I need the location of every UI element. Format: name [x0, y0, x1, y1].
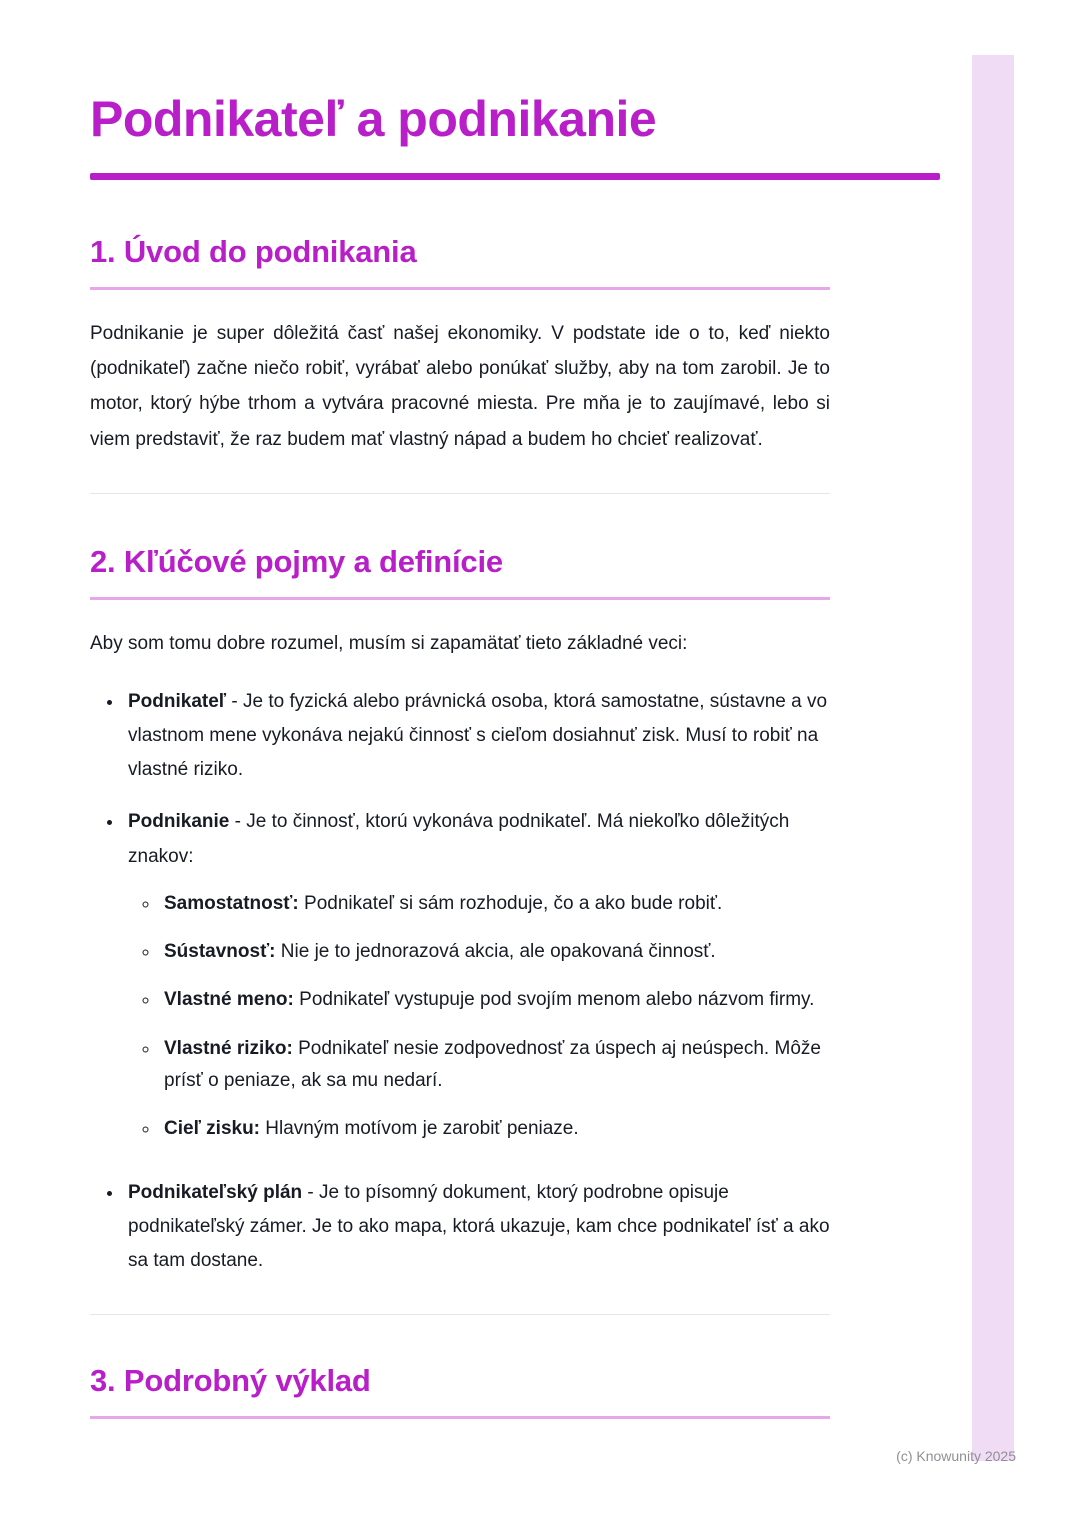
term-label: Vlastné riziko:: [164, 1037, 293, 1059]
intro-paragraph: Podnikanie je super dôležitá časť našej ekonomiky. V podstate ide o to, keď niekto (podnikateľ) začne niečo robiť, vyrábať alebo ponúkať služby, aby na tom zarobil. Je to motor, ktorý hýbe trhom a vytvára pracovné miesta. Pre mňa je to zaujímavé, lebo si viem predstaviť, že raz budem mať vlastný nápad a budem ho chcieť realizovať.: [90, 322, 830, 450]
list-item-vlastne-riziko: [160, 1033, 830, 1098]
section-vyklad: [90, 1363, 1080, 1419]
heading-underline-1: [90, 287, 830, 290]
term-definition: - Je to fyzická alebo právnická osoba, ktorá samostatne, sústavne a vo vlastnom mene vykonáva nejakú činnosť s cieľom dosiahnuť zisk. Musí to robiť na vlastné riziko.: [128, 690, 828, 781]
section-divider-1: [90, 493, 830, 494]
term-definition: Nie je to jednorazová akcia, ale opakovaná činnosť.: [275, 941, 716, 963]
section-heading-1: 1. Úvod do podnikania: [90, 234, 417, 269]
list-item-podnikanie: [124, 805, 830, 1145]
list-item-samostatnost: [160, 888, 830, 920]
term-definition: - Je to písomný dokument, ktorý podrobne opisuje podnikateľský zámer. Je to ako mapa, ktorá ukazuje, kam chce podnikateľ ísť a ako sa tam dostane.: [128, 1181, 830, 1272]
section-heading-3: 3. Podrobný výklad: [90, 1363, 371, 1399]
heading-underline-2: [90, 597, 830, 600]
term-label: Podnikanie: [128, 811, 230, 833]
definitions-list: [90, 685, 830, 1278]
list-item-ciel-zisku: [160, 1113, 830, 1145]
list-item-podnikatelsky-plan: [124, 1176, 830, 1279]
term-label: Sústavnosť:: [164, 941, 276, 963]
term-label: Samostatnosť:: [164, 892, 299, 914]
podnikanie-attributes-list: [128, 888, 830, 1146]
section-pojmy: [90, 544, 1080, 1315]
heading-underline-3: [90, 1416, 830, 1419]
term-definition: - Je to činnosť, ktorú vykonáva podnikateľ. Má niekoľko dôležitých znakov:: [128, 811, 790, 867]
term-label: Vlastné meno:: [164, 989, 294, 1011]
term-definition: Podnikateľ vystupuje pod svojím menom alebo názvom firmy.: [293, 989, 815, 1011]
section-uvod: [90, 234, 1080, 494]
term-definition: Hlavným motívom je zarobiť peniaze.: [260, 1118, 579, 1140]
term-label: Podnikateľský plán: [128, 1181, 303, 1203]
list-item-sustavnost: [160, 936, 830, 968]
title-underline-rule: [90, 173, 940, 180]
page-title: Podnikateľ a podnikanie: [90, 91, 657, 147]
term-label: Podnikateľ: [128, 690, 227, 712]
definitions-intro: Aby som tomu dobre rozumel, musím si zapamätať tieto základné veci:: [90, 632, 688, 654]
document-header: [90, 92, 1080, 180]
term-definition: Podnikateľ nesie zodpovednosť za úspech aj neúspech. Môže prísť o peniaze, ak sa mu nedarí.: [164, 1037, 821, 1092]
list-item-vlastne-meno: [160, 984, 830, 1016]
section-heading-2: 2. Kľúčové pojmy a definície: [90, 543, 503, 579]
list-item-podnikatel: [124, 685, 830, 788]
copyright-footer: (c) Knowunity 2025: [896, 1448, 1016, 1464]
section-divider-2: [90, 1314, 830, 1315]
term-definition: Podnikateľ si sám rozhoduje, čo a ako bude robiť.: [298, 892, 723, 914]
term-label: Cieľ zisku:: [164, 1118, 261, 1140]
